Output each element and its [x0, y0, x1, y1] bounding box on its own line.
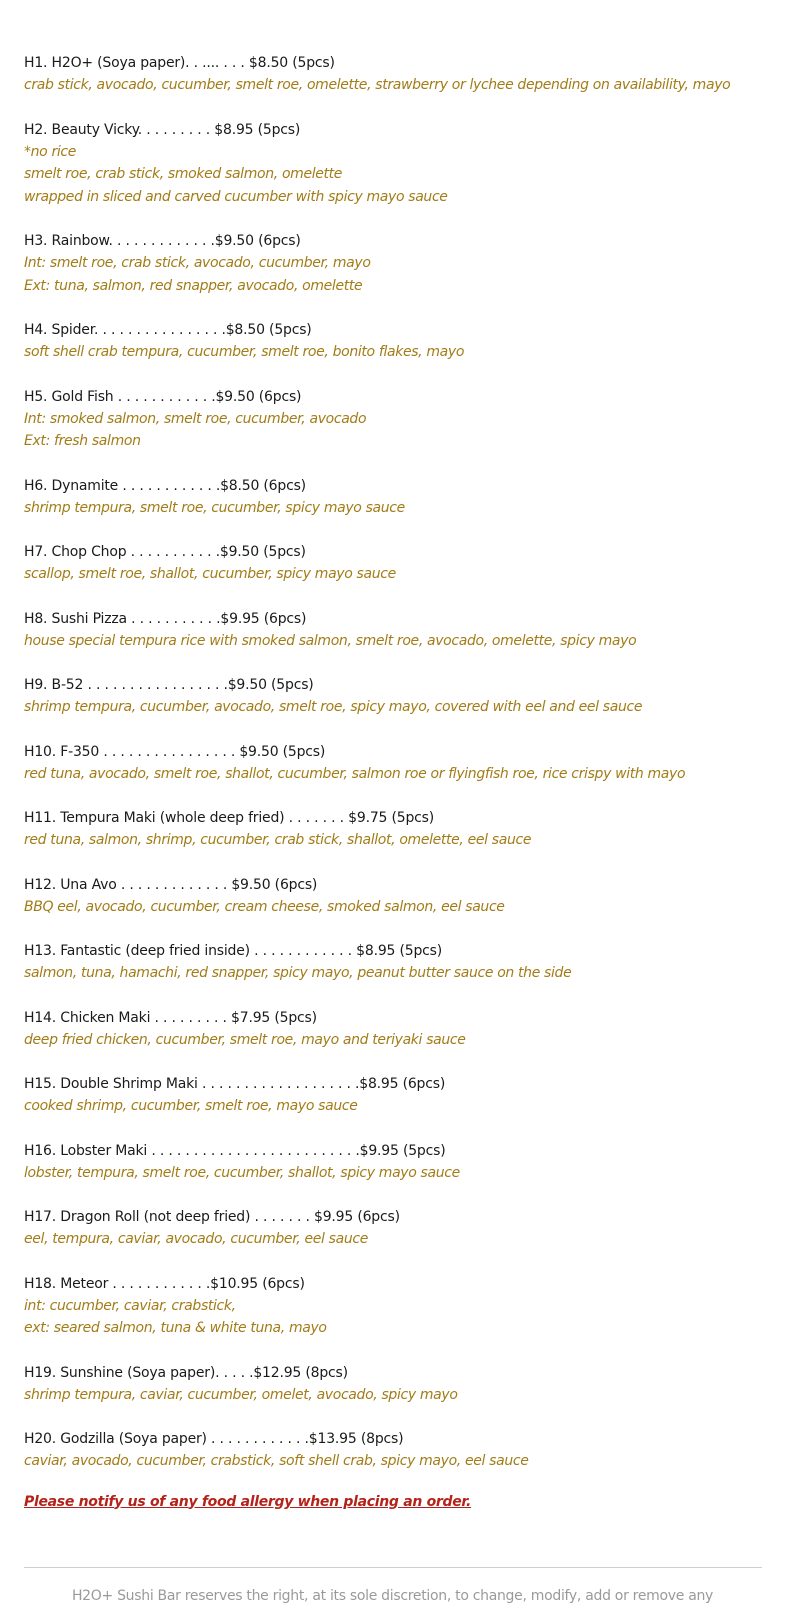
menu-item [24, 1140, 764, 1185]
menu-item-title: H20. Godzilla (Soya paper) . . . . . . . . . . . .$13.95 (8pcs) [24, 1431, 404, 1447]
menu-item-title: H7. Chop Chop . . . . . . . . . . .$9.50 (5pcs) [24, 544, 306, 560]
menu-item-title: H16. Lobster Maki . . . . . . . . . . . . . . . . . . . . . . . . .$9.95 (5pcs) [24, 1142, 446, 1159]
menu-item-title: H9. B-52 . . . . . . . . . . . . . . . . .$9.50 (5pcs) [24, 677, 314, 693]
menu-item-ingredients: Int: smelt roe, crab stick, avocado, cucumber, mayo [24, 255, 371, 271]
menu-item-title: H14. Chicken Maki . . . . . . . . . $7.95 (5pcs) [24, 1009, 317, 1026]
menu-item [24, 674, 764, 719]
menu-item-ingredients: cooked shrimp, cucumber, smelt roe, mayo sauce [24, 1098, 358, 1114]
menu-item-list [24, 52, 764, 1473]
menu-item-title: H8. Sushi Pizza . . . . . . . . . . .$9.95 (6pcs) [24, 610, 307, 627]
menu-item-title: H12. Una Avo . . . . . . . . . . . . . $9.50 (6pcs) [24, 876, 318, 893]
menu-item [24, 1428, 764, 1473]
menu-item-title: H5. Gold Fish . . . . . . . . . . . .$9.50 (6pcs) [24, 388, 302, 405]
menu-item-title: H11. Tempura Maki (whole deep fried) . . . . . . . $9.75 (5pcs) [24, 810, 434, 826]
menu-item [24, 541, 764, 586]
menu-item-ingredients: shrimp tempura, smelt roe, cucumber, spicy mayo sauce [24, 499, 405, 516]
menu-item [24, 1073, 764, 1118]
menu-item [24, 807, 764, 852]
menu-item-title: H13. Fantastic (deep fried inside) . . . . . . . . . . . . $8.95 (5pcs) [24, 943, 442, 959]
menu-item [24, 230, 764, 297]
menu-item-ingredients: shrimp tempura, caviar, cucumber, omelet, avocado, spicy mayo [24, 1386, 458, 1403]
menu-item [24, 940, 764, 985]
menu-item-ingredients: deep fried chicken, cucumber, smelt roe, mayo and teriyaki sauce [24, 1031, 466, 1048]
menu-item-title: H10. F-350 . . . . . . . . . . . . . . . . $9.50 (5pcs) [24, 743, 326, 760]
menu-item-title: H6. Dynamite . . . . . . . . . . . .$8.50 (6pcs) [24, 477, 306, 494]
menu-item [24, 608, 764, 653]
menu-item-ingredients: ext: seared salmon, tuna & white tuna, mayo [24, 1320, 327, 1336]
menu-item-ingredients: Int: smoked salmon, smelt roe, cucumber, avocado [24, 410, 367, 427]
menu-item [24, 475, 764, 520]
menu-item-title: H18. Meteor . . . . . . . . . . . .$10.95 (6pcs) [24, 1275, 305, 1292]
menu-item-ingredients: shrimp tempura, cucumber, avocado, smelt roe, spicy mayo, covered with eel and eel sauce [24, 699, 643, 715]
menu-item-ingredients: wrapped in sliced and carved cucumber with spicy mayo sauce [24, 188, 448, 205]
menu-item-ingredients: Ext: fresh salmon [24, 433, 141, 449]
menu-item-title: H19. Sunshine (Soya paper). . . . .$12.95 (8pcs) [24, 1364, 348, 1381]
menu-item-title: H2. Beauty Vicky. . . . . . . . . $8.95 (5pcs) [24, 121, 301, 138]
menu-item [24, 1362, 764, 1407]
menu-item-title: H1. H2O+ (Soya paper). . .... . . . $8.50 (5pcs) [24, 55, 335, 71]
menu-item-ingredients: eel, tempura, caviar, avocado, cucumber, eel sauce [24, 1231, 368, 1247]
menu-item-title: H4. Spider. . . . . . . . . . . . . . . .$8.50 (5pcs) [24, 322, 312, 338]
footer-divider [24, 1567, 762, 1568]
menu-item-ingredients: Ext: tuna, salmon, red snapper, avocado, omelette [24, 277, 363, 294]
menu-item-ingredients: house special tempura rice with smoked salmon, smelt roe, avocado, omelette, spicy mayo [24, 632, 637, 649]
menu-item [24, 119, 764, 209]
menu-item-ingredients: smelt roe, crab stick, smoked salmon, omelette [24, 166, 343, 182]
menu-item [24, 874, 764, 919]
menu-item-title: H17. Dragon Roll (not deep fried) . . . . . . . $9.95 (6pcs) [24, 1209, 400, 1225]
menu-item-title: H3. Rainbow. . . . . . . . . . . . .$9.50 (6pcs) [24, 233, 301, 249]
menu-item-ingredients: red tuna, avocado, smelt roe, shallot, cucumber, salmon roe or flyingfish roe, rice crispy with mayo [24, 765, 686, 782]
menu-item [24, 1007, 764, 1052]
menu-item-title: H15. Double Shrimp Maki . . . . . . . . . . . . . . . . . . .$8.95 (6pcs) [24, 1076, 446, 1092]
menu-item [24, 52, 764, 97]
menu-item-ingredients: salmon, tuna, hamachi, red snapper, spicy mayo, peanut butter sauce on the side [24, 965, 572, 981]
hand-roll-menu [24, 52, 764, 1513]
menu-item-ingredients: scallop, smelt roe, shallot, cucumber, spicy mayo sauce [24, 566, 396, 582]
footer-disclaimer: H2O+ Sushi Bar reserves the right, at its sole discretion, to change, modify, add or remove any [71, 1588, 714, 1604]
menu-item [24, 386, 764, 453]
menu-item [24, 319, 764, 364]
menu-item-ingredients: *no rice [24, 143, 77, 160]
menu-item-ingredients: int: cucumber, caviar, crabstick, [24, 1297, 236, 1314]
menu-item-ingredients: crab stick, avocado, cucumber, smelt roe, omelette, strawberry or lychee depending on availability, mayo [24, 77, 731, 93]
menu-item [24, 741, 764, 786]
menu-item-ingredients: BBQ eel, avocado, cucumber, cream cheese, smoked salmon, eel sauce [24, 898, 505, 915]
menu-item-ingredients: caviar, avocado, cucumber, crabstick, soft shell crab, spicy mayo, eel sauce [24, 1453, 529, 1469]
menu-item-ingredients: red tuna, salmon, shrimp, cucumber, crab stick, shallot, omelette, eel sauce [24, 832, 532, 848]
menu-item [24, 1273, 764, 1340]
menu-item-ingredients: soft shell crab tempura, cucumber, smelt roe, bonito flakes, mayo [24, 344, 465, 360]
allergy-notice-link[interactable]: Please notify us of any food allergy when placing an order. [24, 1493, 472, 1510]
menu-item-ingredients: lobster, tempura, smelt roe, cucumber, shallot, spicy mayo sauce [24, 1164, 460, 1181]
menu-item [24, 1206, 764, 1251]
